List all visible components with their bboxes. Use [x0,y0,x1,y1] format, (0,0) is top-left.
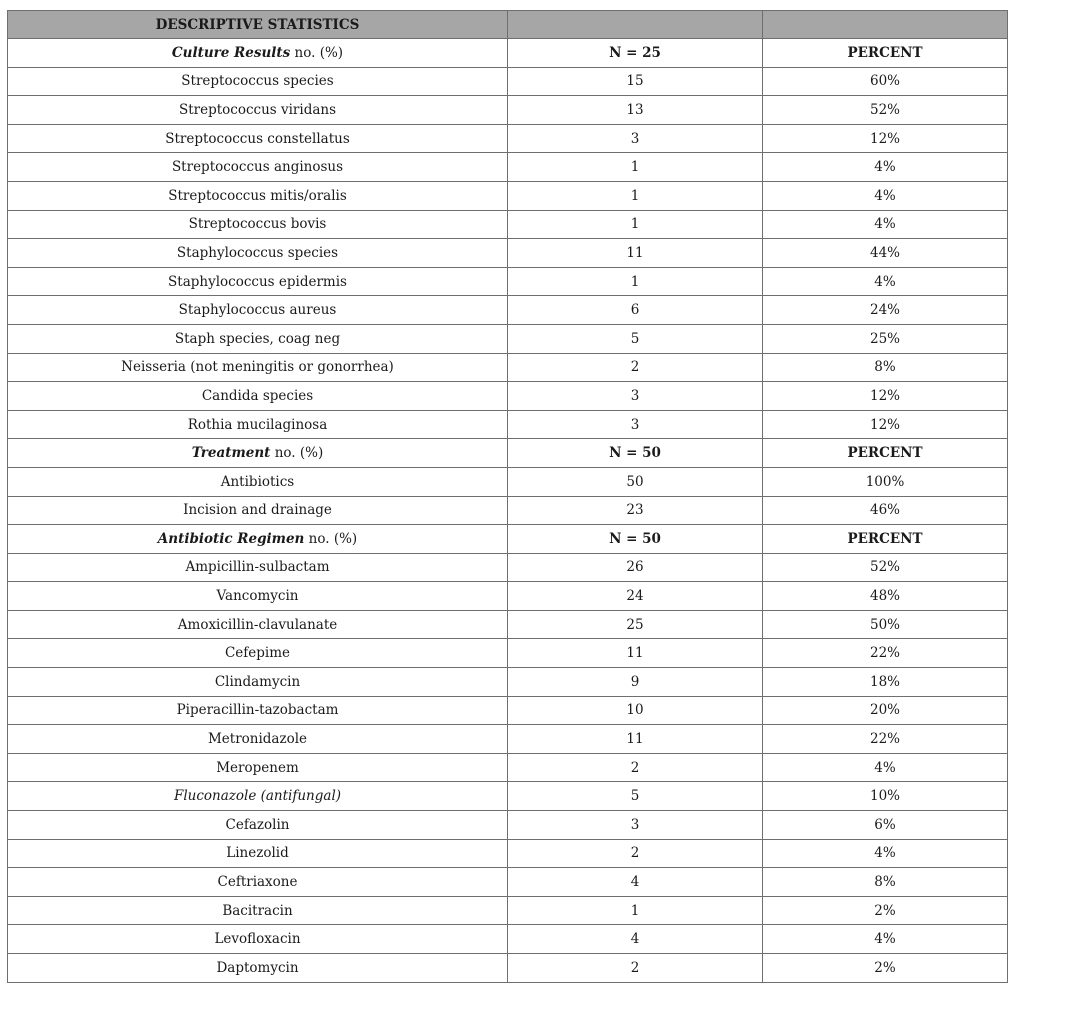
row-count: 2 [508,753,763,782]
section-header-row [8,525,1008,554]
header-cell-empty [508,11,763,39]
row-percent: 4% [763,210,1008,239]
row-percent: 2% [763,896,1008,925]
row-label: Levofloxacin [8,925,508,954]
row-label: Ampicillin-sulbactam [8,553,508,582]
row-count: 24 [508,582,763,611]
table-row [8,896,1008,925]
row-label: Metronidazole [8,725,508,754]
row-percent: 4% [763,839,1008,868]
row-label: Vancomycin [8,582,508,611]
row-label: Meropenem [8,753,508,782]
table-row [8,811,1008,840]
table-row [8,668,1008,697]
row-count: 2 [508,353,763,382]
row-label: Streptococcus mitis/oralis [8,181,508,210]
section-heading-title: Culture Results [171,44,291,61]
row-label: Staphylococcus species [8,239,508,268]
table-row [8,353,1008,382]
row-label: Candida species [8,382,508,411]
row-count: 25 [508,610,763,639]
row-label: Rothia mucilaginosa [8,410,508,439]
row-percent: 12% [763,382,1008,411]
row-percent: 20% [763,696,1008,725]
section-heading-unit: no. (%) [270,445,324,462]
row-label: Neisseria (not meningitis or gonorrhea) [8,353,508,382]
table-row [8,467,1008,496]
table-row [8,753,1008,782]
row-percent: 8% [763,868,1008,897]
row-percent: 4% [763,181,1008,210]
row-label: Piperacillin-tazobactam [8,696,508,725]
table-row [8,582,1008,611]
row-count: 1 [508,210,763,239]
row-count: 3 [508,811,763,840]
row-count: 26 [508,553,763,582]
table-row [8,324,1008,353]
row-label: Daptomycin [8,954,508,983]
table-row [8,181,1008,210]
row-count: 13 [508,96,763,125]
descriptive-statistics-table [7,10,1008,983]
row-count: 15 [508,67,763,96]
section-heading-unit: no. (%) [304,530,358,547]
section-percent-header: PERCENT [763,525,1008,554]
row-percent: 12% [763,124,1008,153]
table-body [8,11,1008,983]
table-row [8,839,1008,868]
table-row [8,725,1008,754]
row-percent: 2% [763,954,1008,983]
row-count: 11 [508,239,763,268]
row-label: Fluconazole (antifungal) [8,782,508,811]
row-label: Streptococcus constellatus [8,124,508,153]
row-label: Staph species, coag neg [8,324,508,353]
row-label: Amoxicillin-clavulanate [8,610,508,639]
table-row [8,267,1008,296]
row-label: Staphylococcus aureus [8,296,508,325]
row-label: Linezolid [8,839,508,868]
row-label: Streptococcus species [8,67,508,96]
row-count: 4 [508,868,763,897]
row-label: Staphylococcus epidermis [8,267,508,296]
table-row [8,239,1008,268]
table-row [8,496,1008,525]
header-cell-empty [763,11,1008,39]
row-percent: 8% [763,353,1008,382]
row-percent: 44% [763,239,1008,268]
row-percent: 6% [763,811,1008,840]
table-row [8,96,1008,125]
table-row [8,410,1008,439]
table-row [8,210,1008,239]
row-count: 6 [508,296,763,325]
section-heading [8,39,508,68]
row-percent: 25% [763,324,1008,353]
row-count: 11 [508,639,763,668]
row-label: Antibiotics [8,467,508,496]
row-count: 11 [508,725,763,754]
row-count: 3 [508,382,763,411]
row-count: 5 [508,782,763,811]
row-percent: 18% [763,668,1008,697]
row-count: 3 [508,410,763,439]
table-row [8,868,1008,897]
section-heading-title: Antibiotic Regimen [157,530,305,547]
table-row [8,296,1008,325]
row-count: 50 [508,467,763,496]
row-percent: 4% [763,153,1008,182]
section-header-row [8,39,1008,68]
row-label: Ceftriaxone [8,868,508,897]
row-percent: 4% [763,753,1008,782]
table-row [8,696,1008,725]
row-percent: 4% [763,267,1008,296]
section-n-header: N = 50 [508,439,763,468]
row-count: 5 [508,324,763,353]
row-percent: 10% [763,782,1008,811]
section-heading [8,439,508,468]
section-percent-header: PERCENT [763,439,1008,468]
row-label: Clindamycin [8,668,508,697]
section-n-header: N = 50 [508,525,763,554]
section-heading [8,525,508,554]
row-count: 2 [508,839,763,868]
row-label: Streptococcus bovis [8,210,508,239]
row-count: 1 [508,153,763,182]
table-row [8,382,1008,411]
row-percent: 52% [763,553,1008,582]
row-percent: 100% [763,467,1008,496]
row-count: 1 [508,267,763,296]
row-count: 1 [508,896,763,925]
row-count: 1 [508,181,763,210]
row-percent: 22% [763,725,1008,754]
table-row [8,782,1008,811]
row-count: 2 [508,954,763,983]
row-count: 4 [508,925,763,954]
section-heading-unit: no. (%) [290,44,344,61]
row-count: 9 [508,668,763,697]
row-percent: 52% [763,96,1008,125]
row-percent: 22% [763,639,1008,668]
table-row [8,610,1008,639]
table-row [8,553,1008,582]
row-percent: 4% [763,925,1008,954]
row-percent: 12% [763,410,1008,439]
row-label: Cefazolin [8,811,508,840]
section-n-header: N = 25 [508,39,763,68]
section-percent-header: PERCENT [763,39,1008,68]
row-label: Streptococcus viridans [8,96,508,125]
section-header-row [8,439,1008,468]
table-row [8,639,1008,668]
row-label: Streptococcus anginosus [8,153,508,182]
table-row [8,153,1008,182]
row-label: Cefepime [8,639,508,668]
table-row [8,925,1008,954]
row-percent: 60% [763,67,1008,96]
table-title: DESCRIPTIVE STATISTICS [8,11,508,39]
row-label: Incision and drainage [8,496,508,525]
section-heading-title: Treatment [191,445,271,462]
row-percent: 46% [763,496,1008,525]
table-row [8,124,1008,153]
row-percent: 24% [763,296,1008,325]
row-label: Bacitracin [8,896,508,925]
row-count: 3 [508,124,763,153]
table-header-row [8,11,1008,39]
table-row [8,67,1008,96]
row-percent: 50% [763,610,1008,639]
table-row [8,954,1008,983]
row-count: 10 [508,696,763,725]
row-percent: 48% [763,582,1008,611]
row-count: 23 [508,496,763,525]
